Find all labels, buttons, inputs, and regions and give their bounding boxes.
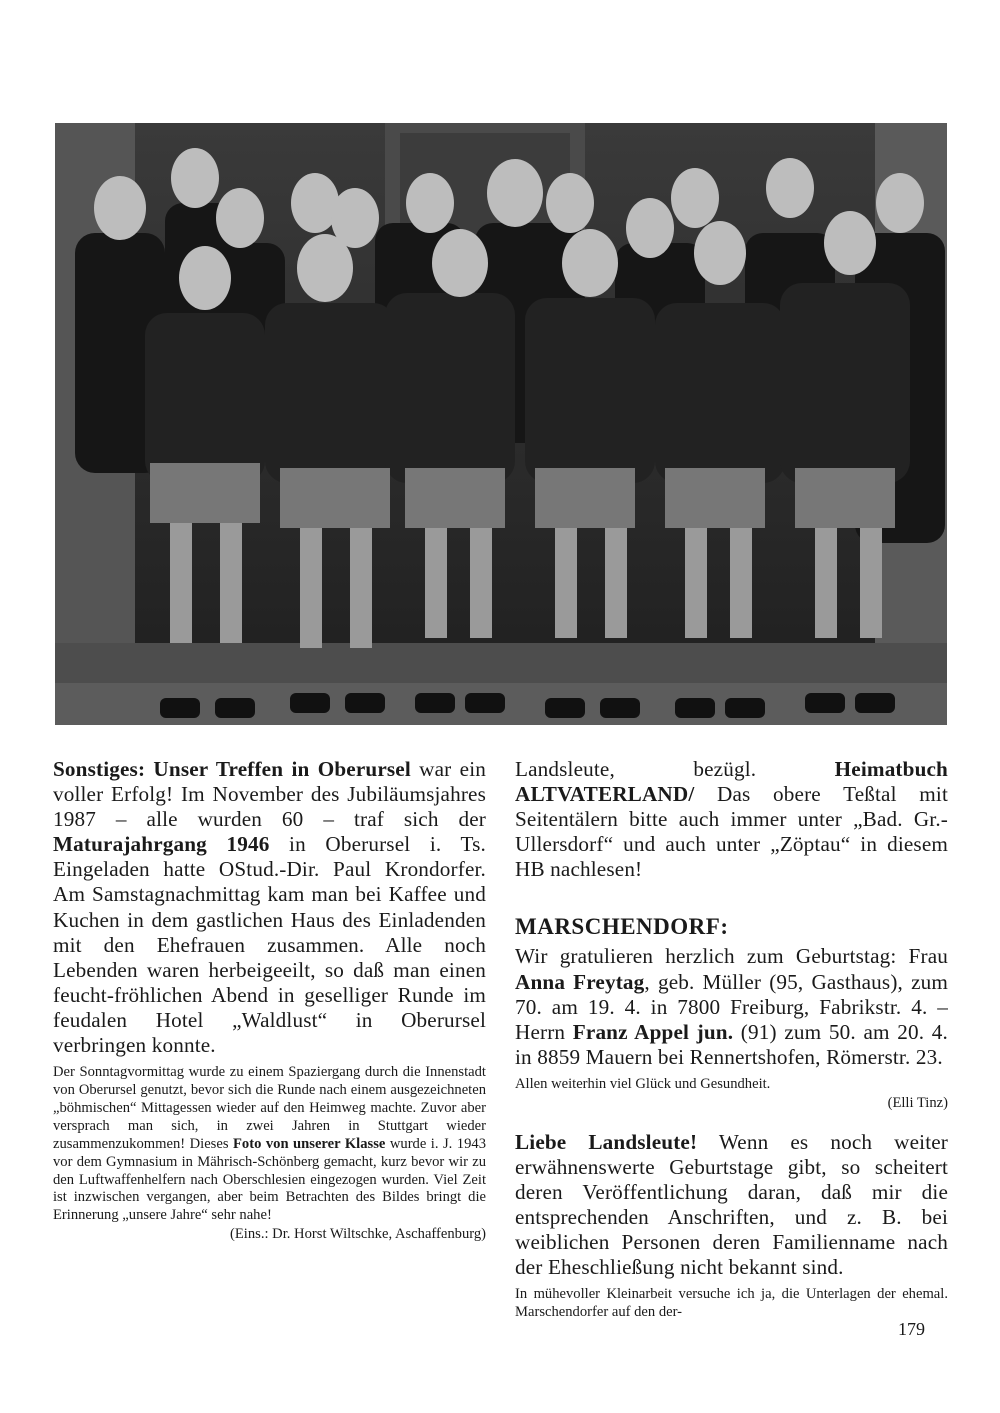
article-credit: (Eins.: Dr. Horst Wiltschke, Aschaffenburg) [230, 1226, 486, 1243]
article-heading: Sonstiges: Unser Treffen in Oberursel [53, 757, 411, 781]
class-photo [55, 123, 947, 725]
closing-paragraph: In mühevoller Kleinarbeit versuche ich ja, die Unterlagen der ehemal. Marschendorfer auf den der- [515, 1286, 948, 1321]
wishes-line: Allen weiterhin viel Glück und Gesundheit. [515, 1075, 771, 1092]
article-paragraph-2: Der Sonntagvormittag wurde zu einem Spaziergang durch die Innenstadt von Oberursel genutzt, bevor sich die Runde nach einem ausgezeichneten „böhmischen“ Mittagessen wieder auf den Heimweg machte. Zuvor aber versprach man sich, in zwei Jahren in Stuttgart wieder zusammenzukommen! Dieses Foto von unserer Klasse wurde i. J. 1943 vor dem Gymnasium in Mährisch-Schönberg gemacht, kurz bevor wir zu den Luftwaffenhelfern nach Oberschlesien eingezogen wurden. Viel Zeit ist inzwischen vergangen, aber beim Betrachten des Bildes bringt die Erinnerung „unsere Jahre“ sehr nahe! [53, 1064, 486, 1224]
class-photo-illustration [55, 123, 947, 725]
section-credit: (Elli Tinz) [887, 1094, 948, 1111]
left-column [53, 757, 486, 1243]
article-paragraph-1: Sonstiges: Unser Treffen in Oberursel war ein voller Erfolg! Im November des Jubiläumsjahres 1987 – alle wurden 60 – traf sich der Maturajahrgang 1946 in Oberursel i. Ts. Eingeladen hatte OStud.-Dir. Paul Krondorfer. Am Samstagnachmittag kam man bei Kaffee und Kuchen in dem gastlichen Haus des Einladenden mit den Ehefrauen zusammen. Alle noch Lebenden waren herbeigeeilt, so daß man einen feucht-fröhlichen Abend in geselliger Runde im feudalen Hotel „Waldlust“ in Oberursel verbringen konnte. [53, 757, 486, 1058]
page-number: 179 [898, 1319, 925, 1339]
altvaterland-note: Landsleute, bezügl. Heimatbuch ALTVATERLAND/ Das obere Teßtal mit Seitentälern bitte auch immer unter „Bad. Gr.-Ullersdorf“ und auch unter „Zöptau“ in diesem HB nachlesen! [515, 757, 948, 882]
landsleute-paragraph: Liebe Landsleute! Wenn es noch weiter erwähnenswerte Geburtstage gibt, so scheitert deren Veröffentlichung daran, daß mir die entsprechenden Anschriften, und z. B. bei weiblichen Personen deren Familienname nach der Eheschließung nicht bekannt sind. [515, 1129, 948, 1280]
right-column [515, 757, 948, 1322]
birthday-paragraph: Wir gratulieren herzlich zum Geburtstag: Frau Anna Freytag, geb. Müller (95, Gasthaus), zum 70. am 19. 4. in 7800 Freiburg, Fabrikstr. 4. – Herrn Franz Appel jun. (91) zum 50. am 20. 4. in 8859 Mauern bei Rennertshofen, Römerstr. 23. [515, 944, 949, 1069]
section-heading-marschendorf: MARSCHENDORF: [515, 914, 729, 940]
